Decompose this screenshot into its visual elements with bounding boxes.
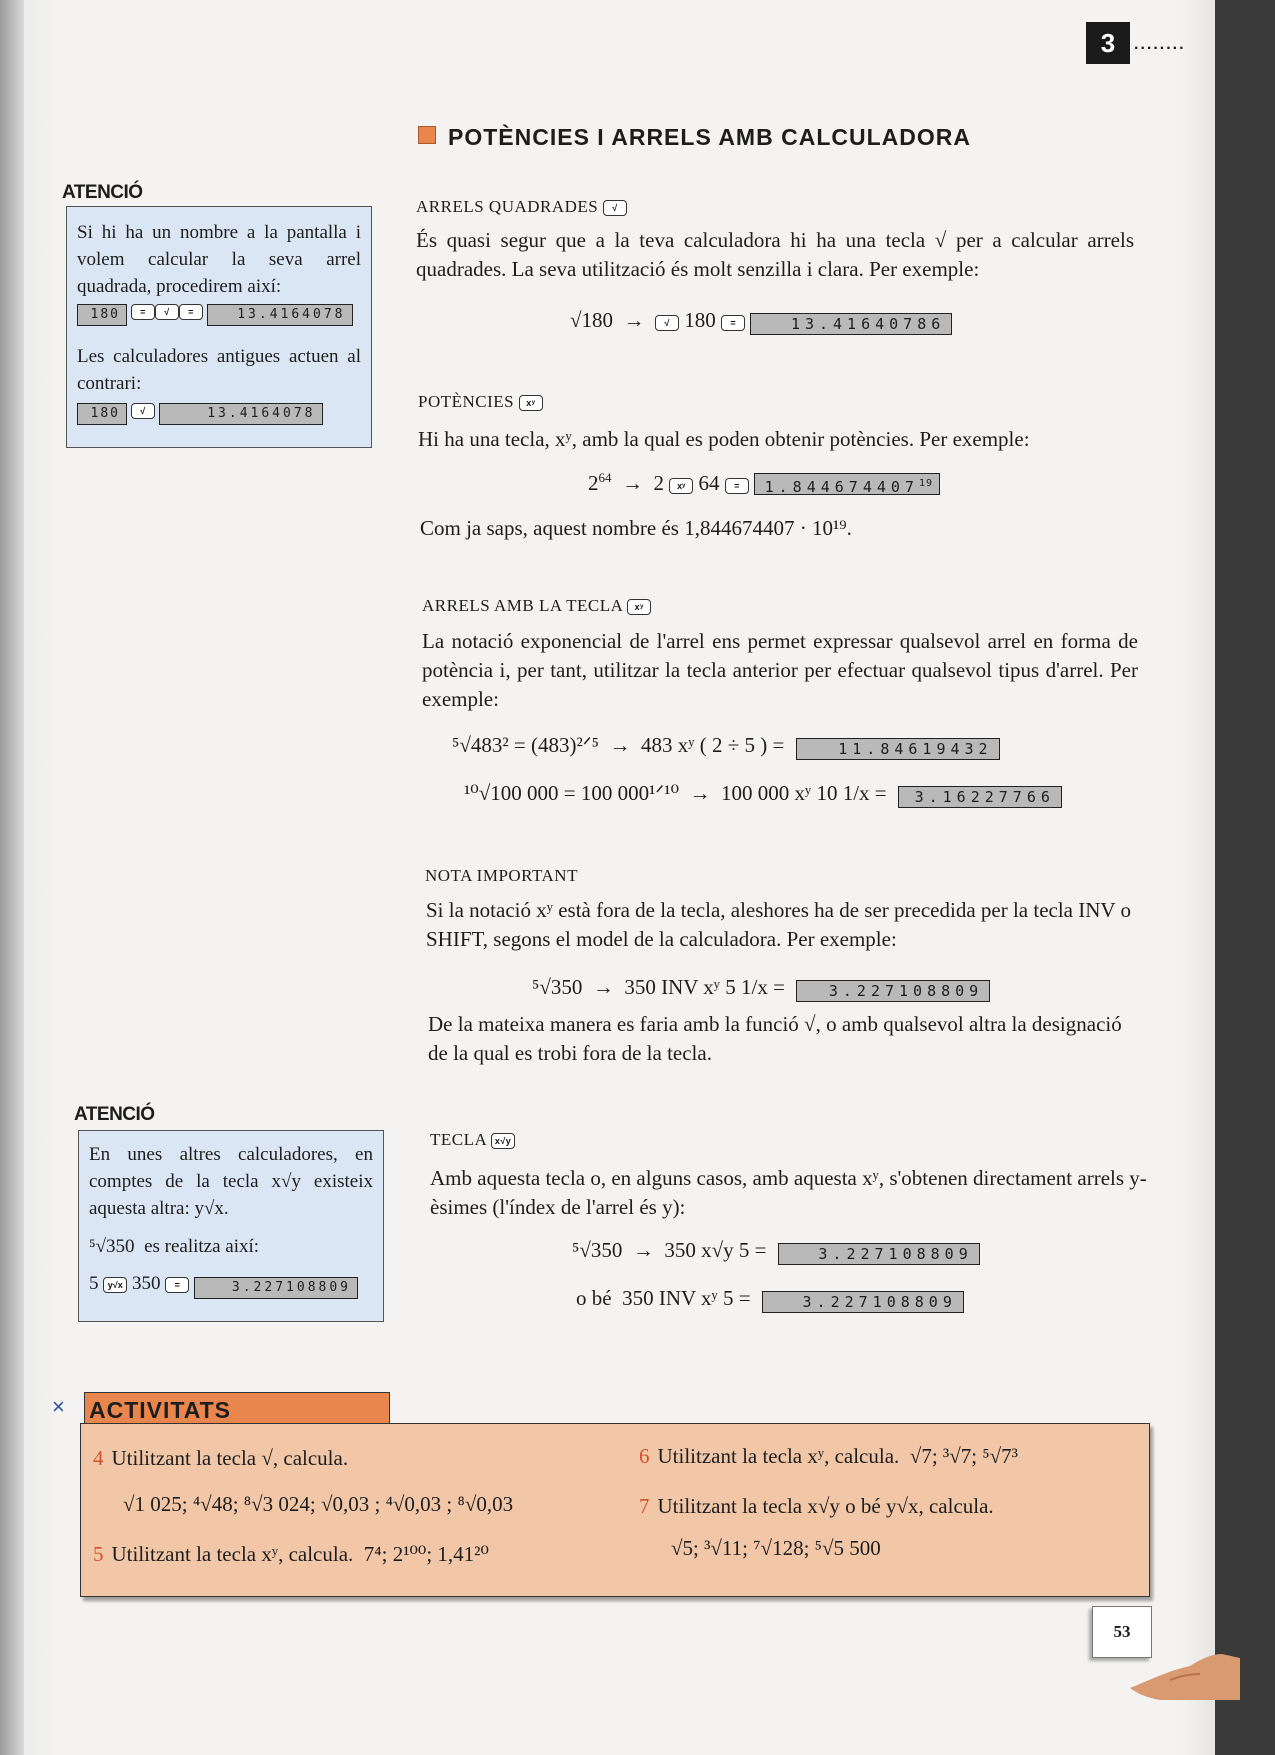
potencies-body: Hi ha una tecla, xʸ, amb la qual es poden obtenir potències. Per exemple:	[418, 427, 1030, 451]
chapter-dots: ........	[1134, 36, 1186, 53]
activitats-title: ACTIVITATS	[84, 1392, 390, 1425]
tecla-example-2: o bé 350 INV xʸ 5 = 3.227108809	[576, 1286, 964, 1313]
heading-nota-important: NOTA IMPORTANT	[425, 866, 578, 885]
activity-6: 6 Utilitzant la tecla xʸ, calcula. √7; ³√7; ⁵√7³	[639, 1444, 1018, 1468]
heading-arrels-quadrades: ARRELS QUADRADES √	[416, 197, 627, 217]
activity-4-expressions: √1 025; ⁴√48; ⁸√3 024; √0,03 ; ⁴√0,03 ; ⁸√0,03	[123, 1492, 514, 1516]
root-y-key-icon: x√y	[491, 1133, 515, 1149]
arrels-quadrades-example: √180 → √ 180 = 13.41640786	[570, 308, 952, 335]
calculator-display: 13.41640786	[750, 313, 952, 335]
sqrt-key-icon: √	[655, 315, 679, 331]
pointing-hand-icon	[1130, 1640, 1240, 1700]
page-number: 53	[1092, 1606, 1152, 1658]
sidebar-1-label: ATENCIÓ	[62, 182, 143, 203]
sidebar-1-text-2: Les calculadores antigues actuen al contrari:	[77, 346, 361, 394]
activitats-box	[80, 1423, 1150, 1597]
heading-arrels-tecla: ARRELS AMB LA TECLA xʸ	[422, 596, 651, 616]
calculator-display: 3.227108809	[796, 980, 990, 1002]
power-key-icon: xʸ	[627, 599, 651, 615]
activity-4: 4 Utilitzant la tecla √, calcula.	[93, 1446, 349, 1470]
potencies-result: Com ja saps, aquest nombre és 1,844674407 · 10¹⁹.	[420, 516, 852, 540]
equals-key-icon: =	[721, 315, 745, 331]
calculator-display: 1.844674407$^{19}$	[754, 473, 940, 495]
chapter-number: 3	[1086, 22, 1130, 64]
calculator-display: 3.227108809	[778, 1243, 980, 1265]
sidebar-2-sequence: 5 y√x 350 = 3.227108809	[89, 1273, 358, 1299]
sidebar-1-box	[66, 206, 372, 448]
cross-mark-icon: ×	[52, 1394, 65, 1419]
sidebar-1-sequence-2: 180 √ 13.4164078	[77, 403, 323, 425]
sidebar-1-text-1: Si hi ha un nombre a la pantalla i volem calcular la seva arrel quadrada, procedirem així:	[77, 222, 361, 297]
sqrt-key-icon: √	[603, 200, 627, 216]
section-title: POTÈNCIES I ARRELS AMB CALCULADORA	[418, 124, 971, 151]
power-key-icon: xʸ	[669, 478, 693, 494]
calculator-display: 3.227108809	[762, 1291, 964, 1313]
calculator-display: 3.16227766	[898, 786, 1062, 808]
potencies-example: $2^{64} \to 2$ xʸ 64 = 1.844674407$^{19}$	[588, 470, 940, 496]
sidebar-2-text-1: En unes altres calculadores, en comptes de la tecla x√y existeix aquesta altra: y√x.	[89, 1144, 373, 1219]
activity-5: 5 Utilitzant la tecla xʸ, calcula. 7⁴; 2¹⁰⁰; 1,41²⁰	[93, 1542, 489, 1566]
nota-example: ⁵√350 → 350 INV xʸ 5 1/x = 3.227108809	[532, 975, 990, 1002]
heading-tecla: TECLA x√y	[430, 1130, 515, 1150]
sidebar-2-text-2: ⁵√350 es realitza així:	[89, 1236, 260, 1257]
arrels-tecla-body: La notació exponencial de l'arrel ens permet expressar qualsevol arrel en forma de potència i, per tant, utilitzar la tecla anterior per efectuar qualsevol tipus d'arrel. Per exemple:	[422, 629, 1138, 711]
power-key-icon: xʸ	[519, 395, 543, 411]
arrels-tecla-example-2: ¹⁰√100 000 = 100 000¹ᐟ¹⁰ → 100 000 xʸ 10 1/x = 3.16227766	[464, 781, 1062, 808]
activity-7-expressions: √5; ³√11; ⁷√128; ⁵√5 500	[671, 1536, 881, 1560]
tecla-body: Amb aquesta tecla o, en alguns casos, amb aquesta xʸ, s'obtenen directament arrels y-èsimes (l'índex de l'arrel és y):	[430, 1166, 1147, 1219]
activity-7: 7 Utilitzant la tecla x√y o bé y√x, calcula.	[639, 1494, 994, 1518]
page-gutter	[0, 0, 24, 1755]
nota-body-2: De la mateixa manera es faria amb la funció √, o amb qualsevol altra la designació de la qual es trobi fora de la tecla.	[428, 1012, 1122, 1065]
equals-key-icon: =	[725, 478, 749, 494]
sidebar-2-box	[78, 1130, 384, 1322]
sidebar-2-label: ATENCIÓ	[74, 1104, 155, 1125]
nota-body-1: Si la notació xʸ està fora de la tecla, aleshores ha de ser precedida per la tecla INV o SHIFT, segons el model de la calculadora. Per exemple:	[426, 898, 1131, 951]
heading-potencies: POTÈNCIES xʸ	[418, 392, 543, 412]
arrels-tecla-example-1: ⁵√483² = (483)²ᐟ⁵ → 483 xʸ ( 2 ÷ 5 ) = 11.84619432	[452, 733, 1000, 760]
calculator-display: 11.84619432	[796, 738, 1000, 760]
arrels-quadrades-body: És quasi segur que a la teva calculadora hi ha una tecla √ per a calcular arrels quadrades. La seva utilització és molt senzilla i clara. Per exemple:	[416, 228, 1134, 281]
orange-square-icon	[418, 126, 436, 144]
sidebar-1-sequence-1: 180 = √ = 13.4164078	[77, 304, 353, 326]
tecla-example-1: ⁵√350 → 350 x√y 5 = 3.227108809	[572, 1238, 980, 1265]
